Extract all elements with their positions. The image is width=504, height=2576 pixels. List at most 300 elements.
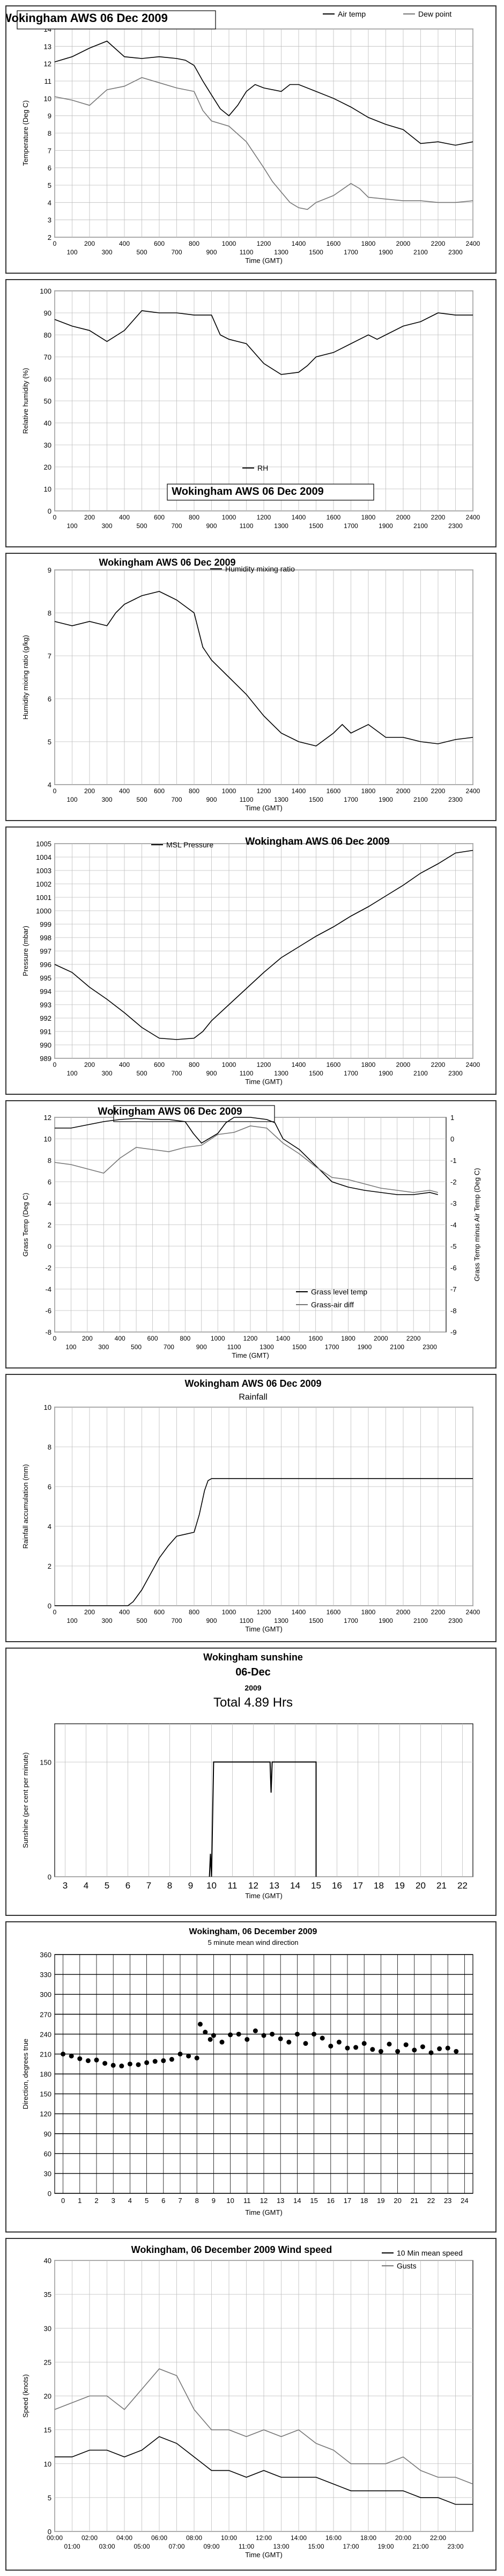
x-tick-label: 16 [332, 1880, 342, 1891]
x-tick-label: 400 [118, 240, 130, 247]
y-tick-label: 25 [43, 2358, 51, 2367]
y-tick-label: 35 [43, 2290, 51, 2299]
data-point [94, 2058, 99, 2062]
x-tick-label: 22 [457, 1880, 468, 1891]
y-tick-label: 2 [47, 1221, 51, 1229]
x-tick-label: 500 [136, 1070, 147, 1077]
y-tick-label: 20 [43, 463, 51, 471]
y-tick-label: 3 [47, 216, 51, 224]
data-point [270, 2032, 275, 2037]
chart-total: Total 4.89 Hrs [213, 1695, 293, 1710]
y2-tick-label: -7 [450, 1285, 457, 1293]
y-axis-label: Grass Temp (Deg C) [21, 1192, 29, 1257]
x-tick-label: 1000 [210, 1335, 225, 1342]
y2-tick-label: -1 [450, 1157, 457, 1165]
x-tick-label: 11 [227, 1880, 238, 1891]
x-tick-label: 600 [153, 787, 165, 795]
x-tick-label: 11:00 [238, 2543, 255, 2550]
x-tick-label: 1800 [361, 1608, 376, 1616]
y-tick-label: 6 [47, 164, 51, 172]
x-tick-label: 3 [111, 2197, 115, 2205]
y-tick-label: -2 [45, 1264, 51, 1272]
x-tick-label: 0 [61, 2197, 65, 2205]
data-point [128, 2061, 132, 2066]
data-point [295, 2032, 300, 2037]
y-tick-label: 2 [47, 1562, 51, 1570]
x-tick-label: 2100 [413, 1617, 428, 1624]
data-point [244, 2037, 249, 2042]
x-tick-label: 1900 [379, 796, 393, 803]
x-tick-label: 1 [78, 2197, 82, 2205]
x-tick-label: 14 [293, 2197, 301, 2205]
x-tick-label: 1800 [361, 787, 376, 795]
y-tick-label: 0 [47, 1873, 51, 1881]
x-tick-label: 00:00 [46, 2534, 63, 2542]
x-tick-label: 1900 [357, 1343, 372, 1351]
data-point [69, 2054, 74, 2059]
x-tick-label: 21 [436, 1880, 447, 1891]
y-tick-label: 60 [43, 2149, 51, 2158]
sunshine-chart-panel [5, 1648, 496, 1916]
y2-tick-label: 0 [450, 1135, 455, 1143]
x-tick-label: 1100 [239, 248, 254, 256]
humidity-chart [6, 280, 495, 546]
y-tick-label: 4 [47, 199, 51, 207]
y-tick-label: 5 [47, 2493, 51, 2502]
x-tick-label: 400 [118, 1608, 130, 1616]
y-tick-label: -6 [45, 1307, 51, 1315]
x-tick-label: 17 [343, 2197, 352, 2205]
x-tick-label: 1700 [324, 1343, 339, 1351]
x-tick-label: 800 [188, 240, 200, 247]
y-tick-label: 90 [43, 309, 51, 317]
chart-title: Wokingham AWS 06 Dec 2009 [172, 486, 324, 497]
x-tick-label: 16 [327, 2197, 335, 2205]
x-tick-label: 19:00 [377, 2543, 394, 2550]
temperature-chart [6, 6, 495, 273]
x-tick-label: 23:00 [447, 2543, 464, 2550]
y-tick-label: 989 [40, 1055, 51, 1063]
data-point [186, 2054, 191, 2059]
grass-temp-chart-panel [5, 1100, 496, 1368]
x-tick-label: 1800 [361, 1061, 376, 1069]
data-point [220, 2040, 225, 2045]
x-tick-label: 1700 [344, 1617, 358, 1624]
data-point [211, 2033, 216, 2038]
y-tick-label: 7 [47, 652, 51, 660]
x-tick-label: 2200 [406, 1335, 421, 1342]
x-tick-label: 7 [146, 1880, 152, 1891]
x-tick-label: 1900 [379, 522, 393, 530]
y-tick-label: 9 [47, 566, 51, 574]
y-tick-label: 360 [40, 1951, 51, 1959]
x-tick-label: 300 [101, 1070, 113, 1077]
x-tick-label: 2400 [465, 514, 480, 521]
y-tick-label: 10 [43, 2460, 51, 2468]
x-tick-label: 1000 [221, 514, 236, 521]
x-tick-label: 300 [101, 522, 113, 530]
y-tick-label: 995 [40, 974, 51, 982]
y-tick-label: 8 [47, 1443, 51, 1451]
y-tick-label: 80 [43, 331, 51, 339]
y-tick-label: 11 [44, 77, 51, 85]
legend-label: MSL Pressure [166, 840, 214, 849]
y-tick-label: 120 [40, 2110, 51, 2118]
data-point [412, 2048, 417, 2053]
y-tick-label: 10 [43, 94, 51, 103]
x-tick-label: 3 [62, 1880, 68, 1891]
y-tick-label: 7 [47, 147, 51, 155]
x-axis-label: Time (GMT) [245, 2208, 283, 2216]
x-tick-label: 1400 [276, 1335, 291, 1342]
x-tick-label: 600 [153, 1061, 165, 1069]
y-tick-label: 13 [43, 42, 51, 51]
y2-tick-label: -4 [450, 1221, 457, 1229]
x-tick-label: 2000 [396, 787, 411, 795]
y-tick-label: 0 [47, 2190, 51, 2198]
x-tick-label: 700 [171, 1617, 182, 1624]
x-tick-label: 1600 [326, 240, 341, 247]
x-tick-label: 1400 [291, 1608, 306, 1616]
y-tick-label: 30 [43, 441, 51, 449]
x-tick-label: 14:00 [290, 2534, 307, 2542]
x-tick-label: 1600 [326, 514, 341, 521]
x-tick-label: 1200 [243, 1335, 258, 1342]
legend-label: Grass level temp [311, 1287, 368, 1296]
x-tick-label: 22 [427, 2197, 435, 2205]
data-point [144, 2060, 149, 2065]
x-tick-label: 700 [163, 1343, 174, 1351]
data-point [102, 2061, 107, 2066]
chart-title: Wokingham AWS 06 Dec 2009 [184, 1378, 322, 1389]
x-tick-label: 1000 [221, 1608, 236, 1616]
y-tick-label: 330 [40, 1971, 51, 1979]
x-tick-label: 900 [196, 1343, 207, 1351]
x-tick-label: 0 [53, 1061, 57, 1069]
x-tick-label: 01:00 [64, 2543, 80, 2550]
x-tick-label: 900 [206, 796, 217, 803]
y-tick-label: 10 [43, 1403, 51, 1411]
legend-label: RH [257, 464, 269, 472]
chart-title: Wokingham, 06 December 2009 Wind speed [131, 2244, 332, 2255]
y2-tick-label: -5 [450, 1242, 457, 1250]
x-tick-label: 1500 [309, 1070, 323, 1077]
x-tick-label: 600 [153, 1608, 165, 1616]
x-tick-label: 600 [153, 514, 165, 521]
y-tick-label: 12 [43, 1114, 51, 1122]
y-tick-label: 1004 [36, 853, 51, 861]
x-tick-label: 18 [360, 2197, 368, 2205]
x-tick-label: 800 [188, 1061, 200, 1069]
x-axis-label: Time (GMT) [245, 1078, 283, 1086]
x-tick-label: 0 [53, 1335, 57, 1342]
x-tick-label: 900 [206, 248, 217, 256]
data-point [61, 2052, 65, 2057]
data-point [345, 2046, 350, 2051]
x-tick-label: 19 [377, 2197, 385, 2205]
x-tick-label: 1300 [260, 1343, 274, 1351]
x-tick-label: 1100 [239, 522, 254, 530]
x-tick-label: 1000 [221, 240, 236, 247]
wind-speed-chart [6, 2239, 495, 2570]
x-tick-label: 8 [195, 2197, 199, 2205]
data-point [161, 2058, 166, 2063]
data-point [337, 2040, 342, 2045]
x-tick-label: 900 [206, 1617, 217, 1624]
x-tick-label: 10 [206, 1880, 217, 1891]
y-tick-label: -4 [45, 1285, 51, 1293]
x-tick-label: 1900 [379, 1617, 393, 1624]
x-axis-label: Time (GMT) [245, 1892, 283, 1900]
data-point [198, 2022, 203, 2026]
x-tick-label: 800 [180, 1335, 191, 1342]
data-point [86, 2058, 91, 2063]
y-tick-label: 150 [40, 1758, 51, 1767]
x-tick-label: 14 [290, 1880, 300, 1891]
x-tick-label: 2100 [390, 1343, 405, 1351]
y-tick-label: 6 [47, 1483, 51, 1491]
data-point [303, 2041, 308, 2046]
y2-axis-label: Grass Temp minus Air Temp (Deg C) [473, 1168, 481, 1282]
x-tick-label: 200 [84, 240, 95, 247]
x-tick-label: 1800 [341, 1335, 355, 1342]
x-tick-label: 18 [374, 1880, 384, 1891]
x-tick-label: 20 [394, 2197, 402, 2205]
x-tick-label: 1300 [274, 1617, 288, 1624]
x-tick-label: 13 [269, 1880, 279, 1891]
x-tick-label: 13 [276, 2197, 285, 2205]
x-tick-label: 2100 [413, 248, 428, 256]
data-point [362, 2041, 367, 2046]
x-tick-label: 600 [153, 240, 165, 247]
y-tick-label: 1002 [36, 880, 51, 888]
y-tick-label: 30 [43, 2169, 51, 2178]
y-tick-label: 270 [40, 2010, 51, 2019]
y-tick-label: 20 [43, 2392, 51, 2401]
x-tick-label: 5 [104, 1880, 110, 1891]
x-tick-label: 900 [206, 1070, 217, 1077]
x-tick-label: 1800 [361, 240, 376, 247]
chart-year: 2009 [244, 1684, 262, 1692]
y-tick-label: 996 [40, 961, 51, 969]
legend-label: 10 Min mean speed [397, 2249, 463, 2257]
legend-label: Gusts [397, 2262, 417, 2270]
x-tick-label: 17:00 [343, 2543, 359, 2550]
data-point [77, 2057, 82, 2061]
x-tick-label: 1300 [274, 1070, 288, 1077]
x-tick-label: 700 [171, 522, 182, 530]
x-tick-label: 100 [66, 1070, 78, 1077]
x-tick-label: 6 [161, 2197, 166, 2205]
data-point [203, 2030, 207, 2035]
x-tick-label: 2100 [413, 522, 428, 530]
x-axis-label: Time (GMT) [232, 1351, 269, 1359]
wind-direction-chart-panel [5, 1921, 496, 2233]
data-point [228, 2032, 233, 2037]
y-tick-label: 12 [43, 60, 51, 68]
x-tick-label: 2300 [448, 1070, 463, 1077]
data-point [404, 2043, 409, 2047]
x-tick-label: 17 [353, 1880, 363, 1891]
x-tick-label: 1200 [256, 1061, 271, 1069]
x-tick-label: 1200 [256, 787, 271, 795]
x-tick-label: 1000 [221, 1061, 236, 1069]
data-point [437, 2046, 442, 2051]
data-point [111, 2063, 116, 2068]
data-point [236, 2032, 241, 2037]
x-tick-label: 12 [248, 1880, 258, 1891]
x-tick-label: 400 [118, 787, 130, 795]
data-point [262, 2033, 266, 2038]
y-tick-label: 0 [47, 507, 51, 515]
x-tick-label: 1400 [291, 240, 306, 247]
x-tick-label: 400 [118, 1061, 130, 1069]
x-tick-label: 04:00 [116, 2534, 133, 2542]
data-point [286, 2040, 291, 2045]
x-axis-label: Time (GMT) [245, 2551, 283, 2559]
y-tick-label: 5 [47, 181, 51, 189]
x-tick-label: 100 [66, 1617, 78, 1624]
data-point [446, 2046, 450, 2051]
x-tick-label: 400 [114, 1335, 125, 1342]
sunshine-chart [6, 1649, 495, 1915]
x-tick-label: 0 [53, 787, 57, 795]
pressure-chart-panel [5, 826, 496, 1095]
x-tick-label: 2200 [431, 787, 446, 795]
y2-tick-label: -2 [450, 1178, 457, 1186]
x-tick-label: 02:00 [81, 2534, 98, 2542]
data-point [169, 2057, 174, 2062]
y-tick-label: 60 [43, 375, 51, 383]
x-tick-label: 1500 [309, 1617, 323, 1624]
y-tick-label: 8 [47, 129, 51, 137]
y-tick-label: 4 [47, 1523, 51, 1531]
x-tick-label: 20:00 [395, 2534, 412, 2542]
x-tick-label: 300 [101, 248, 113, 256]
data-point [119, 2063, 124, 2068]
x-tick-label: 1900 [379, 1070, 393, 1077]
x-tick-label: 19 [395, 1880, 405, 1891]
x-tick-label: 2200 [431, 1608, 446, 1616]
x-tick-label: 300 [101, 796, 113, 803]
y-tick-label: 994 [40, 987, 51, 996]
x-tick-label: 1500 [309, 796, 323, 803]
x-tick-label: 2300 [448, 522, 463, 530]
x-tick-label: 15:00 [308, 2543, 324, 2550]
chart-title: Wokingham AWS 06 Dec 2009 [245, 836, 390, 847]
data-point [420, 2044, 425, 2049]
x-tick-label: 1800 [361, 514, 376, 521]
y-axis-label: Rainfall accumulation (mm) [21, 1464, 29, 1549]
x-tick-label: 18:00 [360, 2534, 377, 2542]
x-tick-label: 06:00 [151, 2534, 168, 2542]
x-tick-label: 1700 [344, 522, 358, 530]
data-point [379, 2049, 383, 2054]
humidity-chart-panel [5, 279, 496, 547]
x-tick-label: 100 [66, 796, 78, 803]
x-tick-label: 500 [136, 248, 147, 256]
x-tick-label: 200 [84, 514, 95, 521]
y-tick-label: 999 [40, 920, 51, 928]
x-tick-label: 2 [94, 2197, 99, 2205]
chart-title: Wokingham sunshine [203, 1652, 303, 1663]
x-tick-label: 2000 [396, 240, 411, 247]
x-tick-label: 4 [83, 1880, 89, 1891]
y2-tick-label: -6 [450, 1264, 457, 1272]
y-tick-label: 40 [43, 2257, 51, 2265]
x-tick-label: 0 [53, 240, 57, 247]
legend-label: Humidity mixing ratio [225, 565, 295, 573]
x-tick-label: 2200 [431, 1061, 446, 1069]
x-tick-label: 1200 [256, 240, 271, 247]
y-tick-label: 9 [47, 112, 51, 120]
x-tick-label: 1000 [221, 787, 236, 795]
x-tick-label: 600 [147, 1335, 158, 1342]
y-tick-label: 180 [40, 2070, 51, 2079]
x-tick-label: 8 [167, 1880, 173, 1891]
x-tick-label: 2200 [431, 240, 446, 247]
x-tick-label: 2100 [413, 796, 428, 803]
x-tick-label: 7 [178, 2197, 182, 2205]
x-tick-label: 2400 [465, 1061, 480, 1069]
legend-label: Air temp [338, 10, 366, 18]
y-tick-label: 5 [47, 738, 51, 746]
x-tick-label: 1600 [326, 787, 341, 795]
y-tick-label: 4 [47, 781, 51, 789]
x-tick-label: 1400 [291, 514, 306, 521]
x-tick-label: 4 [128, 2197, 132, 2205]
mixing-ratio-chart-panel [5, 553, 496, 821]
y-tick-label: 1000 [36, 907, 51, 915]
x-tick-label: 1100 [227, 1343, 241, 1351]
x-tick-label: 1300 [274, 522, 288, 530]
x-tick-label: 1600 [308, 1335, 323, 1342]
data-point [178, 2052, 183, 2057]
y-tick-label: 40 [43, 419, 51, 427]
x-tick-label: 2300 [448, 248, 463, 256]
data-point [253, 2029, 258, 2033]
y-tick-label: 1001 [36, 894, 51, 902]
x-tick-label: 400 [118, 514, 130, 521]
y-tick-label: 8 [47, 1157, 51, 1165]
legend-label: Grass-air diff [311, 1300, 354, 1309]
y2-tick-label: -8 [450, 1307, 457, 1315]
wind-speed-chart-panel [5, 2238, 496, 2571]
x-tick-label: 800 [188, 514, 200, 521]
x-tick-label: 2400 [465, 240, 480, 247]
y-tick-label: 990 [40, 1041, 51, 1049]
chart-subtitle: 06-Dec [235, 1666, 271, 1678]
x-tick-label: 1200 [256, 514, 271, 521]
y-tick-label: 993 [40, 1001, 51, 1009]
data-point [208, 2037, 213, 2042]
y2-tick-label: -3 [450, 1199, 457, 1208]
x-tick-label: 700 [171, 248, 182, 256]
x-tick-label: 500 [131, 1343, 142, 1351]
x-tick-label: 100 [66, 522, 78, 530]
chart-title: Wokingham AWS 06 Dec 2009 [99, 557, 236, 568]
chart-title: Wokingham AWS 06 Dec 2009 [98, 1106, 242, 1117]
x-tick-label: 05:00 [134, 2543, 150, 2550]
y-tick-label: 997 [40, 947, 51, 955]
y-tick-label: 992 [40, 1014, 51, 1022]
x-axis-label: Time (GMT) [245, 804, 283, 812]
x-tick-label: 900 [206, 522, 217, 530]
x-tick-label: 200 [84, 787, 95, 795]
x-tick-label: 12:00 [255, 2534, 272, 2542]
chart-subtitle: 5 minute mean wind direction [207, 1938, 299, 1946]
x-tick-label: 1500 [292, 1343, 307, 1351]
